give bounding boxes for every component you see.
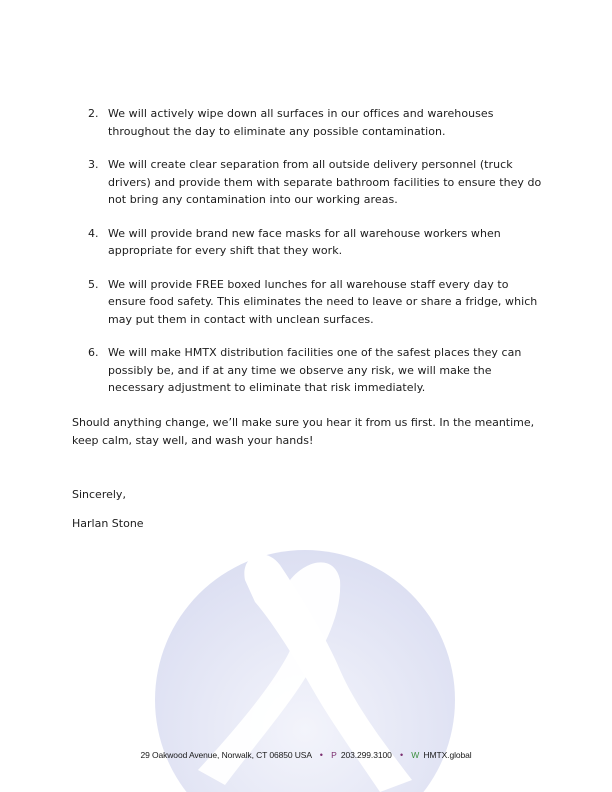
list-item: [88, 344, 548, 397]
list-item-text: We will make HMTX distribution facilities one of the safest places they can possibly be, and if at any time we observe any risk, we will make the necessary adjustment to eliminate that risk immediately.: [108, 346, 522, 394]
footer-web-label: W: [411, 750, 420, 760]
footer-phone: 203.299.3100: [340, 750, 392, 760]
list-item-number: 3.: [88, 158, 99, 171]
footer-address: 29 Oakwood Avenue, Norwalk, CT 06850 USA: [140, 750, 312, 760]
list-item-number: 5.: [88, 277, 99, 291]
list-item: [88, 276, 548, 329]
list-item: [88, 105, 548, 140]
closing-paragraph: Should anything change, we’ll make sure you hear it from us first. In the meantime, keep calm, stay well, and wash your hands!: [72, 416, 535, 447]
footer-separator-dot: •: [319, 750, 323, 760]
footer-website: HMTX.global: [423, 750, 472, 760]
list-item-text: We will actively wipe down all surfaces in our offices and warehouses throughout the day to eliminate any possible contamination.: [108, 107, 494, 138]
list-item-number: 6.: [88, 346, 99, 359]
letterhead-footer: [0, 750, 612, 760]
footer-separator-dot: •: [399, 750, 404, 760]
list-item-text: We will provide FREE boxed lunches for all warehouse staff every day to ensure food safety. This eliminates the need to leave or share a fridge, which may put them in contact with unclean surfaces.: [108, 277, 538, 326]
list-item: [88, 225, 548, 260]
list-item: [88, 156, 548, 209]
list-item-text: We will create clear separation from all outside delivery personnel (truck drivers) and provide them with separate bathroom facilities to ensure they do not bring any contamination into our working areas.: [108, 158, 542, 206]
list-item-number: 4.: [88, 226, 99, 240]
list-item-number: 2.: [88, 107, 99, 120]
signature-name: Harlan Stone: [72, 517, 144, 530]
footer-phone-label: P: [331, 750, 337, 760]
numbered-commitments-list: [88, 105, 548, 397]
list-item-text: We will provide brand new face masks for all warehouse workers when appropriate for every shift that they work.: [108, 226, 501, 257]
signoff: Sincerely,: [72, 488, 126, 501]
